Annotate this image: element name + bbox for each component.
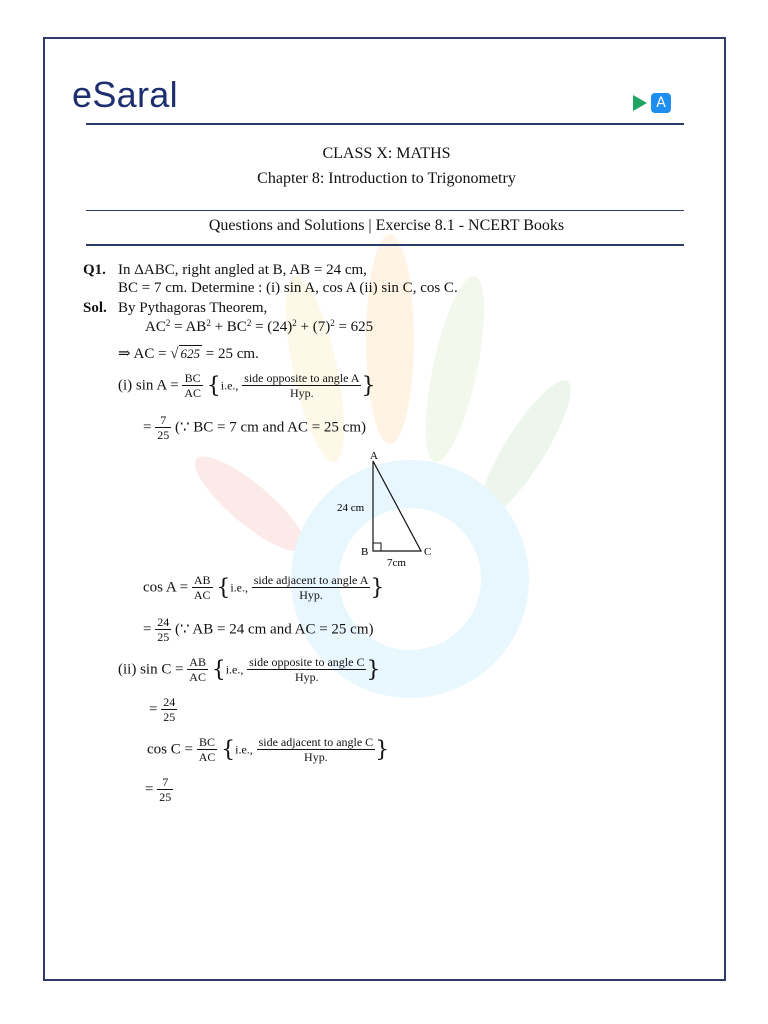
solution-label: Sol. — [83, 300, 107, 316]
sin-c-line: (ii) sin C = $\frac{AB}{AC}$ {i.e., $\frac{\text{side opposite to angle C}}{\text{Hyp.}}$ } — [118, 655, 381, 685]
pythagoras-equation: $AC^2 = AB^2 + BC^2 = (24)^2 + (7)^2 = 625$ — [145, 318, 374, 335]
logo-wordmark: Saral — [92, 74, 178, 115]
section-rule-top — [86, 210, 684, 211]
logo-e-letter: e — [72, 74, 93, 115]
cos-c-line: cos C = $\frac{BC}{AC}$ {i.e., $\frac{\text{side adjacent to angle C}}{\text{Hyp.}}$ } — [147, 735, 390, 765]
solution-intro: By Pythagoras Theorem, — [118, 300, 268, 316]
sin-a-value: = $\frac{7}{25}$ (∵ BC = 7 cm and AC = 25 cm) — [143, 413, 366, 443]
ac-result: ⇒ AC = √ 625 = 25 cm. — [118, 346, 259, 362]
section-rule-bottom — [86, 244, 684, 246]
esaral-logo[interactable] — [72, 74, 178, 115]
sin-c-value: = $\frac{24}{25}$ — [149, 695, 176, 725]
question-label: Q1. — [83, 262, 106, 278]
vertex-a-label: A — [370, 450, 378, 462]
side-ab-label: 24 cm — [337, 502, 365, 514]
chapter-title: Chapter 8: Introduction to Trigonometry — [257, 170, 516, 187]
google-play-icon[interactable] — [633, 95, 647, 111]
vertex-b-label: B — [361, 546, 369, 558]
sin-a-line: (i) sin A = $\frac{BC}{AC}$ {i.e., $\frac{\text{side opposite to angle A}}{\text{Hyp.}}$ } — [118, 371, 376, 401]
document-page — [43, 37, 726, 981]
header-rule — [86, 123, 684, 125]
cos-a-value: = $\frac{24}{25}$ (∵ AB = 24 cm and AC = 25 cm) — [143, 615, 374, 645]
sqrt-radicand: 625 — [180, 346, 201, 361]
side-bc-label: 7cm — [387, 557, 406, 569]
cos-a-line: cos A = $\frac{AB}{AC}$ {i.e., $\frac{\text{side adjacent to angle A}}{\text{Hyp.}}$ } — [143, 573, 385, 603]
right-triangle-diagram — [335, 447, 455, 572]
class-title: CLASS X: MATHS — [322, 145, 451, 162]
cos-c-value: = $\frac{7}{25}$ — [145, 775, 172, 805]
vertex-c-label: C — [424, 546, 432, 558]
section-title: Questions and Solutions | Exercise 8.1 - NCERT Books — [208, 217, 565, 234]
question-line-2: BC = 7 cm. Determine : (i) sin A, cos A (ii) sin C, cos C. — [118, 280, 458, 296]
question-line-1: In ΔABC, right angled at B, AB = 24 cm, — [118, 262, 367, 278]
store-icons — [633, 93, 671, 113]
app-store-icon[interactable]: A — [651, 93, 671, 113]
